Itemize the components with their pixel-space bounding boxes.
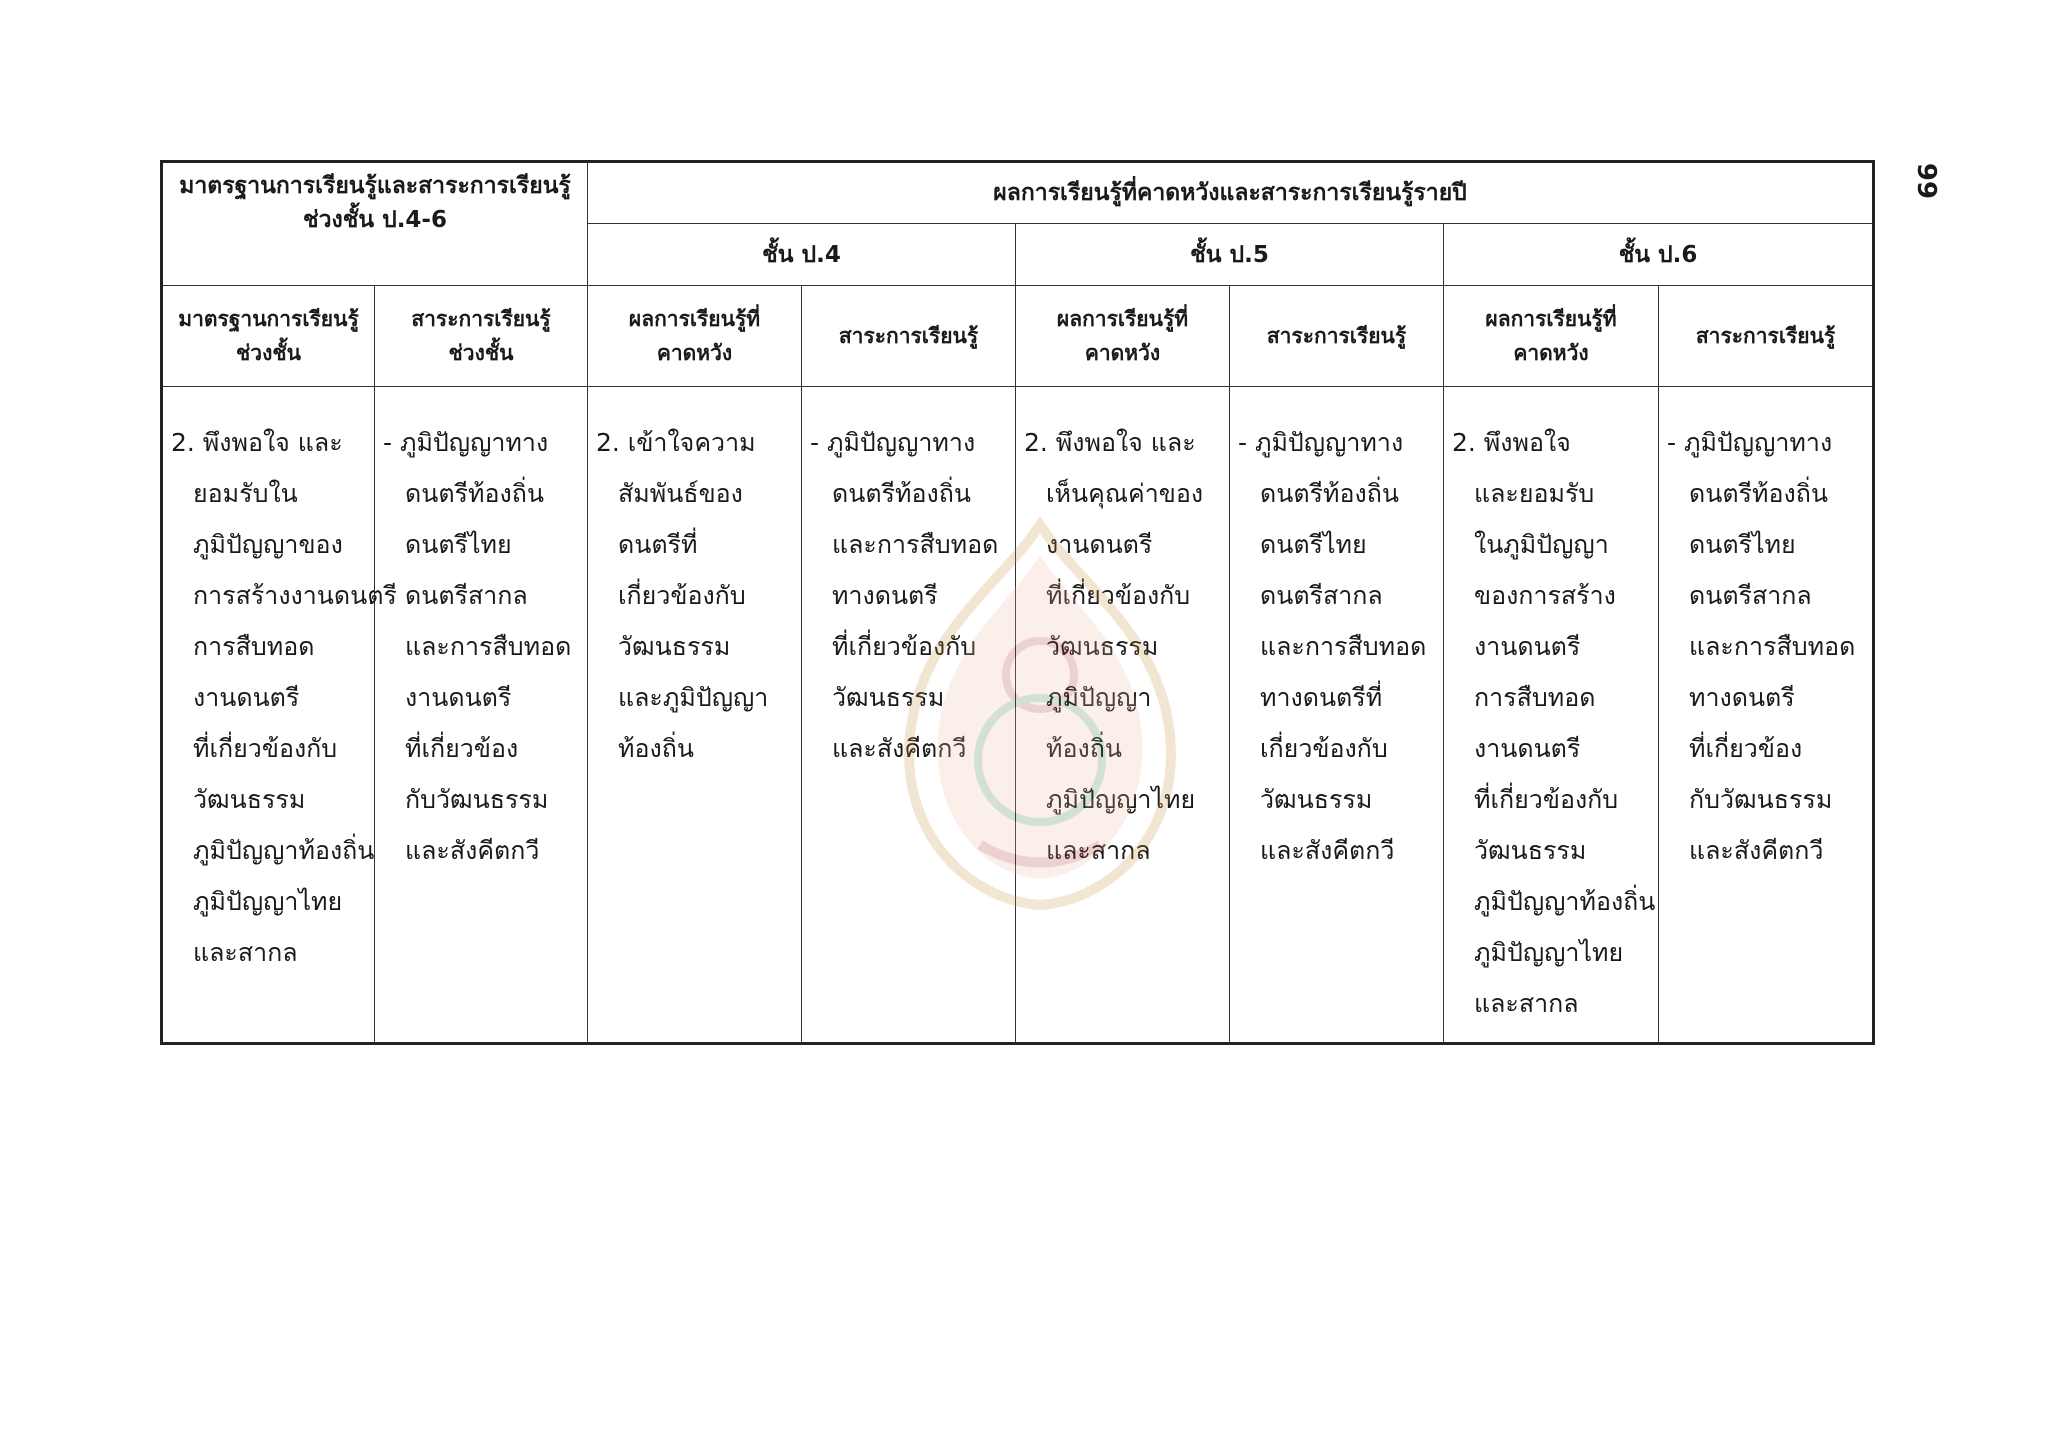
cell-line: ที่เกี่ยวข้อง bbox=[405, 734, 519, 763]
cell-line: และการสืบทอด bbox=[405, 632, 572, 661]
cell-line: และสากล bbox=[193, 938, 298, 967]
cell-line: 2. พึงพอใจ และ bbox=[1024, 428, 1196, 457]
standards-group-header: มาตรฐานการเรียนรู้และสาระการเรียนรู้ช่วงชั้น ป.4-6 bbox=[162, 162, 588, 286]
cell-line: ดนตรีไทย bbox=[405, 530, 512, 559]
cell-line: ของการสร้าง bbox=[1474, 581, 1616, 610]
cell-line: วัฒนธรรม bbox=[618, 632, 731, 661]
outcomes-group-header: ผลการเรียนรู้ที่คาดหวังและสาระการเรียนรู้รายปี bbox=[588, 162, 1874, 224]
cell-line: และการสืบทอด bbox=[1689, 632, 1856, 661]
cell-line: กับวัฒนธรรม bbox=[1689, 785, 1833, 814]
cell-line: ทางดนตรี bbox=[1689, 683, 1795, 712]
curriculum-table bbox=[160, 160, 1875, 1045]
content-level-cell bbox=[375, 387, 588, 1044]
col-p6-outcome-header: ผลการเรียนรู้ที่คาดหวัง bbox=[1444, 286, 1659, 387]
cell-line: ที่เกี่ยวข้องกับ bbox=[193, 734, 338, 763]
cell-line: และสังคีตกวี bbox=[405, 836, 540, 865]
cell-line: วัฒนธรรม bbox=[1046, 632, 1159, 661]
cell-line: ภูมิปัญญาของ bbox=[193, 530, 343, 559]
cell-line: งานดนตรี bbox=[1046, 530, 1153, 559]
curriculum-sheet bbox=[160, 160, 1872, 1045]
cell-line: ดนตรีท้องถิ่น bbox=[1260, 479, 1399, 508]
cell-line: ดนตรีสากล bbox=[405, 581, 528, 610]
p4-content-cell bbox=[802, 387, 1016, 1044]
cell-line: และการสืบทอด bbox=[1260, 632, 1427, 661]
p4-outcome-cell bbox=[588, 387, 802, 1044]
cell-line: และยอมรับ bbox=[1474, 479, 1595, 508]
p5-outcome-cell bbox=[1016, 387, 1230, 1044]
cell-line: ดนตรีสากล bbox=[1260, 581, 1383, 610]
cell-line: งานดนตรี bbox=[1474, 734, 1581, 763]
cell-line: ดนตรีท้องถิ่น bbox=[832, 479, 971, 508]
cell-line: งานดนตรี bbox=[405, 683, 512, 712]
cell-line: และสังคีตกวี bbox=[1689, 836, 1824, 865]
cell-line: การสร้างงานดนตรี bbox=[193, 581, 397, 610]
col-p6-content-header: สาระการเรียนรู้ bbox=[1659, 286, 1874, 387]
p6-content-cell bbox=[1659, 387, 1874, 1044]
cell-line: ยอมรับใน bbox=[193, 479, 298, 508]
cell-line: กับวัฒนธรรม bbox=[405, 785, 549, 814]
cell-line: ภูมิปัญญาท้องถิ่น bbox=[1474, 887, 1656, 916]
cell-line: ภูมิปัญญาไทย bbox=[193, 887, 343, 916]
cell-line: ดนตรีไทย bbox=[1260, 530, 1367, 559]
cell-line: งานดนตรี bbox=[1474, 632, 1581, 661]
cell-line: ทางดนตรี bbox=[832, 581, 938, 610]
cell-line: ดนตรีท้องถิ่น bbox=[1689, 479, 1828, 508]
grade-5-header: ชั้น ป.5 bbox=[1016, 224, 1444, 286]
cell-line: ทางดนตรีที่ bbox=[1260, 683, 1383, 712]
cell-line: เกี่ยวข้องกับ bbox=[618, 581, 746, 610]
cell-line: เห็นคุณค่าของ bbox=[1046, 479, 1204, 508]
cell-line: ท้องถิ่น bbox=[618, 734, 694, 763]
cell-line: 2. พึงพอใจ bbox=[1452, 428, 1571, 457]
cell-line: และสังคีตกวี bbox=[832, 734, 967, 763]
cell-line: ที่เกี่ยวข้อง bbox=[1689, 734, 1803, 763]
cell-line: ดนตรีสากล bbox=[1689, 581, 1812, 610]
page-number: 99 bbox=[1911, 162, 1942, 200]
col-p5-outcome-header: ผลการเรียนรู้ที่คาดหวัง bbox=[1016, 286, 1230, 387]
cell-line: ดนตรีท้องถิ่น bbox=[405, 479, 544, 508]
cell-line: ภูมิปัญญา bbox=[1046, 683, 1152, 712]
cell-line: 2. เข้าใจความ bbox=[596, 428, 756, 457]
cell-line: ท้องถิ่น bbox=[1046, 734, 1122, 763]
cell-line: วัฒนธรรม bbox=[832, 683, 945, 712]
cell-line: และสังคีตกวี bbox=[1260, 836, 1395, 865]
col-standard-header: มาตรฐานการเรียนรู้ช่วงชั้น bbox=[162, 286, 375, 387]
cell-line: - ภูมิปัญญาทาง bbox=[1238, 428, 1404, 457]
cell-line: วัฒนธรรม bbox=[193, 785, 306, 814]
cell-line: ในภูมิปัญญา bbox=[1474, 530, 1609, 559]
col-p4-content-header: สาระการเรียนรู้ bbox=[802, 286, 1016, 387]
col-p5-content-header: สาระการเรียนรู้ bbox=[1230, 286, 1444, 387]
cell-line: ดนตรีไทย bbox=[1689, 530, 1796, 559]
cell-line: - ภูมิปัญญาทาง bbox=[1667, 428, 1833, 457]
standard-cell bbox=[162, 387, 397, 1044]
cell-line: ที่เกี่ยวข้องกับ bbox=[1474, 785, 1619, 814]
p6-outcome-cell bbox=[1444, 387, 1659, 1044]
cell-line: ดนตรีที่ bbox=[618, 530, 698, 559]
cell-line: ที่เกี่ยวข้องกับ bbox=[1046, 581, 1191, 610]
cell-line: การสืบทอด bbox=[193, 632, 315, 661]
cell-line: เกี่ยวข้องกับ bbox=[1260, 734, 1388, 763]
p5-content-cell bbox=[1230, 387, 1444, 1044]
cell-line: สัมพันธ์ของ bbox=[618, 479, 743, 508]
cell-line: ที่เกี่ยวข้องกับ bbox=[832, 632, 977, 661]
col-p4-outcome-header: ผลการเรียนรู้ที่คาดหวัง bbox=[588, 286, 802, 387]
grade-6-header: ชั้น ป.6 bbox=[1444, 224, 1874, 286]
cell-line: และสากล bbox=[1046, 836, 1151, 865]
cell-line: ภูมิปัญญาไทย bbox=[1474, 938, 1624, 967]
cell-line: วัฒนธรรม bbox=[1260, 785, 1373, 814]
cell-line: ภูมิปัญญาไทย bbox=[1046, 785, 1196, 814]
cell-line: และภูมิปัญญา bbox=[618, 683, 769, 712]
col-content-level-header: สาระการเรียนรู้ช่วงชั้น bbox=[375, 286, 588, 387]
cell-line: - ภูมิปัญญาทาง bbox=[383, 428, 549, 457]
cell-line: 2. พึงพอใจ และ bbox=[171, 428, 343, 457]
cell-line: วัฒนธรรม bbox=[1474, 836, 1587, 865]
cell-line: และสากล bbox=[1474, 989, 1579, 1018]
grade-4-header: ชั้น ป.4 bbox=[588, 224, 1016, 286]
cell-line: งานดนตรี bbox=[193, 683, 300, 712]
cell-line: - ภูมิปัญญาทาง bbox=[810, 428, 976, 457]
cell-line: การสืบทอด bbox=[1474, 683, 1596, 712]
cell-line: ภูมิปัญญาท้องถิ่น bbox=[193, 836, 375, 865]
cell-line: และการสืบทอด bbox=[832, 530, 999, 559]
